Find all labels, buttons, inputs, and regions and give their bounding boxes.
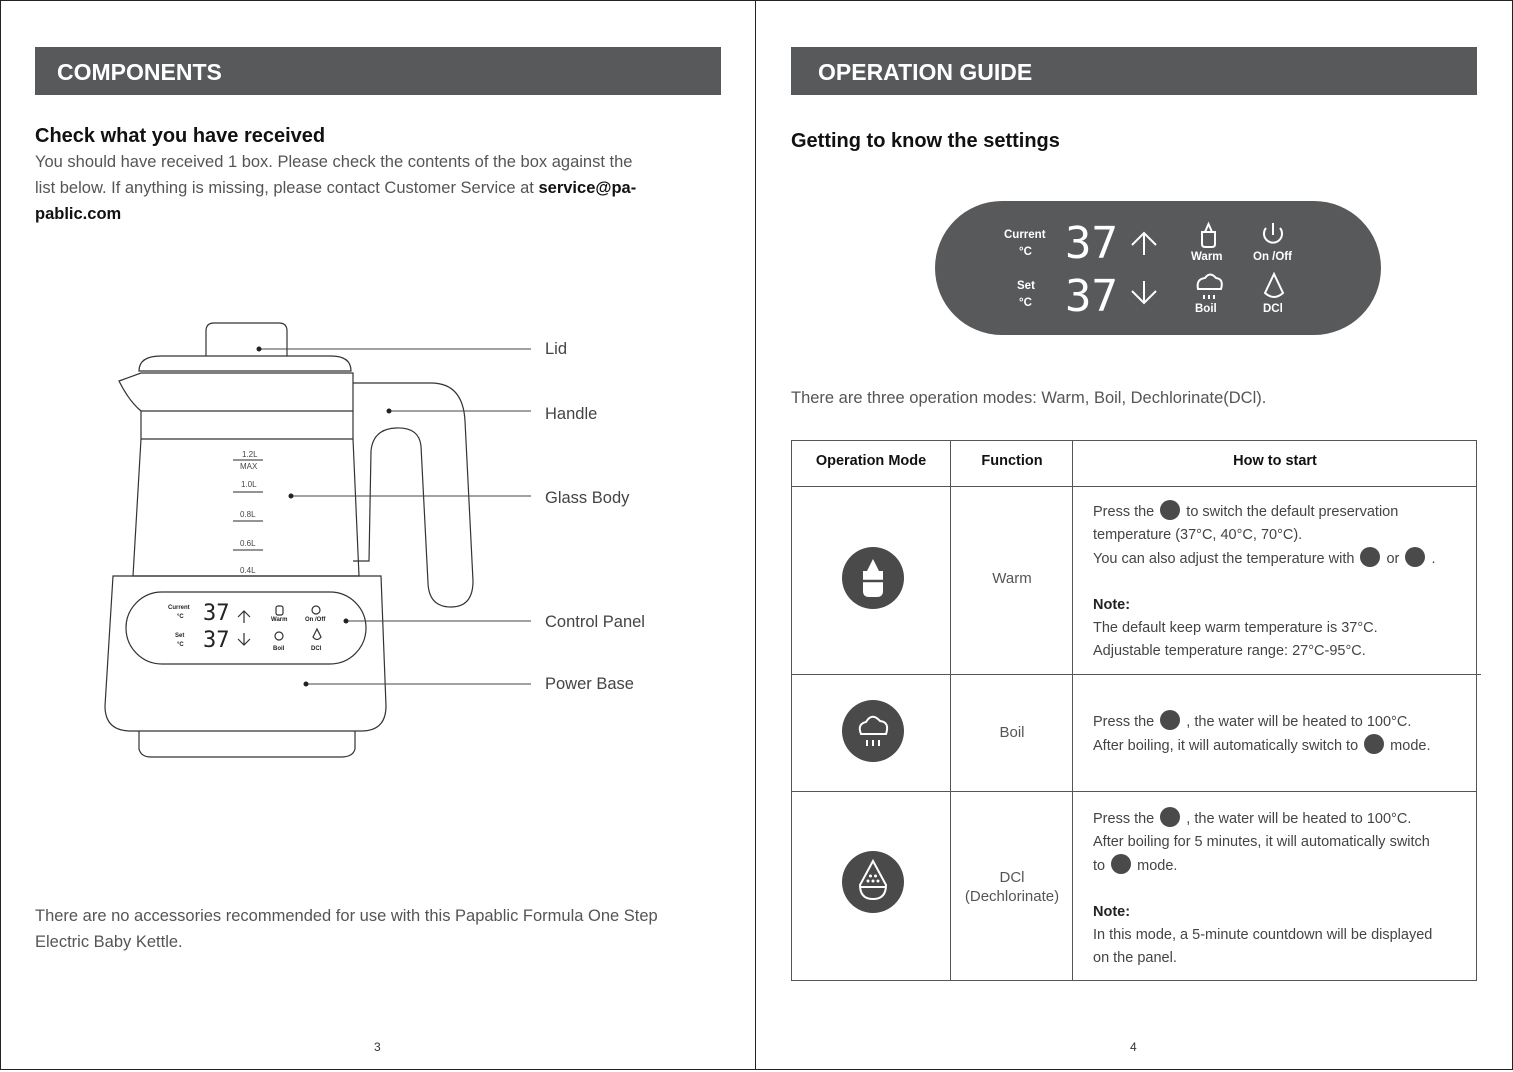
down-arrow-icon [1405, 547, 1425, 567]
dcl-mode-icon [842, 851, 904, 913]
warm-l3b: or [1382, 551, 1404, 567]
table-header-mode: Operation Mode [815, 453, 927, 469]
modes-description: There are three operation modes: Warm, Boil, Dechlorinate(DCl). [791, 389, 1267, 407]
label-handle: Handle [545, 405, 598, 423]
warm-function: Warm [992, 570, 1032, 587]
mark-08l: 0.8L [240, 510, 256, 519]
kettle-diagram [1, 311, 758, 771]
mini-power-icon [312, 606, 320, 614]
email-part-2: pablic.com [35, 205, 122, 223]
lid-shape [206, 323, 287, 356]
warm-l3a: You can also adjust the temperature with [1093, 551, 1359, 567]
components-banner: COMPONENTS [35, 47, 721, 95]
warm-l3c: . [1427, 551, 1436, 567]
dcl-function [951, 868, 1073, 906]
control-panel-illustration [935, 199, 1383, 337]
mark-12l: 1.2L [242, 450, 258, 459]
settings-heading: Getting to know the settings [791, 130, 1060, 152]
accessories-line-1: There are no accessories recommended for use with this Papablic Formula One Step [35, 907, 658, 925]
power-base-shape [105, 576, 386, 731]
up-arrow-icon [1360, 547, 1380, 567]
page-number-4: 4 [1130, 1040, 1137, 1054]
boil-l2b: mode. [1386, 738, 1431, 754]
received-heading: Check what you have received [35, 125, 326, 147]
handle-shape [353, 383, 473, 607]
panel-onoff-label: On /Off [1253, 251, 1292, 263]
boil-function: Boil [999, 724, 1025, 741]
mini-up-arrow-icon [238, 611, 250, 623]
warm-note-1: The default keep warm temperature is 37°C. [1093, 620, 1378, 636]
boil-icon [1160, 710, 1180, 730]
intro-line-1: You should have received 1 box. Please check the contents of the box against the [35, 153, 633, 171]
glass-body-shape [141, 411, 353, 439]
boil-l1a: Press the [1093, 714, 1159, 730]
bottle-icon [1111, 854, 1131, 874]
received-intro [35, 149, 715, 227]
panel-current-label: Current [1004, 229, 1046, 241]
mini-warm: Warm [271, 617, 288, 623]
accessories-line-2: Electric Baby Kettle. [35, 933, 183, 951]
page-number-3: 3 [374, 1040, 381, 1054]
operation-guide-banner: OPERATION GUIDE [791, 47, 1477, 95]
boil-mode-icon [842, 700, 904, 762]
accessories-note [35, 903, 725, 955]
label-glass-body: Glass Body [545, 489, 630, 507]
mini-set: Set [175, 633, 185, 639]
mark-max: MAX [240, 462, 258, 471]
panel-current-digits: 37 [1065, 218, 1118, 269]
warm-note-2: Adjustable temperature range: 27°C-95°C. [1093, 643, 1366, 659]
boil-l2a: After boiling, it will automatically switch to [1093, 738, 1363, 754]
mini-boil-icon [275, 632, 283, 640]
panel-dcl-label: DCl [1263, 303, 1283, 315]
panel-boil-label: Boil [1195, 303, 1217, 315]
warm-l2: temperature (37°C, 40°C, 70°C). [1093, 527, 1303, 543]
mark-10l: 1.0L [241, 480, 257, 489]
mini-dcl: DCl [311, 646, 322, 652]
label-lid: Lid [545, 340, 568, 358]
dcl-l1b: , the water will be heated to 100°C. [1182, 811, 1412, 827]
mini-digits-set: 37 [203, 628, 230, 653]
mini-onoff: On /Off [305, 617, 326, 623]
panel-set-label: Set [1017, 280, 1035, 292]
table-header-how: How to start [1233, 453, 1317, 469]
dcl-l2: After boiling for 5 minutes, it will automatically switch [1093, 834, 1430, 850]
dcl-function-2: (Dechlorinate) [964, 888, 1060, 905]
label-control-panel: Control Panel [545, 613, 645, 631]
dcl-note-2: on the panel. [1093, 950, 1177, 966]
panel-set-unit: °C [1019, 297, 1032, 309]
mini-down-arrow-icon [238, 633, 250, 645]
boil-l1b: , the water will be heated to 100°C. [1182, 714, 1412, 730]
mini-unit-1: °C [177, 614, 184, 620]
dcl-function-1: DCl [999, 869, 1025, 886]
mark-06l: 0.6L [240, 539, 256, 548]
dcl-note-1: In this mode, a 5-minute countdown will be displayed [1093, 927, 1433, 943]
warm-l1b: to switch the default preservation [1182, 504, 1399, 520]
email-part-1: service@pa- [538, 179, 637, 197]
dcl-instructions [1093, 807, 1478, 970]
mini-digits-current: 37 [203, 601, 230, 626]
intro-line-2: list below. If anything is missing, please contact Customer Service at [35, 179, 539, 197]
table-header-function: Function [981, 453, 1043, 469]
warm-note-title: Note: [1093, 597, 1131, 613]
warm-l1a: Press the [1093, 504, 1159, 520]
bottle-icon [1364, 734, 1384, 754]
bottle-icon [1160, 500, 1180, 520]
page-right [755, 0, 1513, 1070]
dcl-l1a: Press the [1093, 811, 1159, 827]
label-power-base: Power Base [545, 675, 634, 693]
boil-instructions [1093, 710, 1473, 758]
mini-current: Current [168, 605, 190, 611]
panel-current-unit: °C [1019, 246, 1032, 258]
mini-drop-icon [313, 629, 321, 640]
dcl-note-title: Note: [1093, 904, 1131, 920]
mini-unit-2: °C [177, 642, 184, 648]
mini-bottle-icon [276, 606, 283, 615]
mini-boil: Boil [273, 646, 285, 652]
warm-mode-icon [842, 547, 904, 609]
warm-instructions [1093, 500, 1473, 663]
dcl-l3a: to [1093, 858, 1110, 874]
panel-set-digits: 37 [1065, 271, 1118, 322]
panel-warm-label: Warm [1191, 251, 1223, 263]
dcl-l3b: mode. [1133, 858, 1178, 874]
page-left [0, 0, 757, 1070]
control-panel-shape [126, 592, 366, 664]
mark-04l: 0.4L [240, 566, 256, 575]
drop-icon [1160, 807, 1180, 827]
